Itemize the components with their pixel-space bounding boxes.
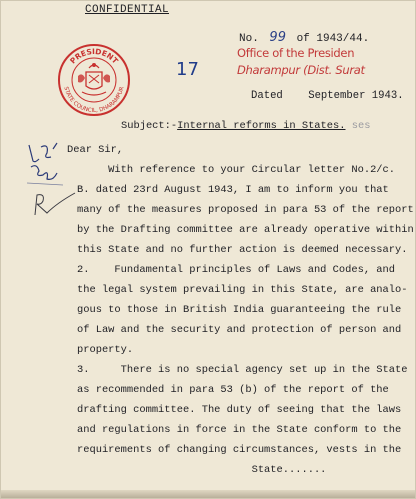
seal-bottom-text: STATE COUNCIL, DHARAMPUR — [62, 86, 126, 115]
body-line-5: this State and no further action is deemed necessary. — [77, 244, 408, 256]
subject-text: Internal reforms in States. — [177, 120, 346, 132]
body-line-10: property. — [77, 344, 134, 356]
body-line-14: and regulations in force in the State conform to the — [77, 424, 402, 436]
reference-number-handwritten: 99 — [269, 30, 286, 45]
body-line-11: 3. There is no special agency set up in the State — [77, 364, 408, 376]
signature-icon — [23, 139, 67, 189]
no-label: No. — [239, 33, 259, 45]
body-line-8: gous to those in British India guaranteeing the rule — [77, 304, 402, 316]
location-stamp-line: Dharampur (Dist. Surat — [237, 63, 365, 77]
reference-number-line — [239, 32, 369, 45]
subject-label: Subject:- — [121, 120, 178, 132]
body-line-6: 2. Fundamental principles of Laws and Codes, and — [77, 264, 396, 276]
office-stamp-line: Office of the Presiden — [237, 46, 355, 60]
body-line-16: State....... — [77, 464, 327, 476]
body-line-4: by the Drafting committee are already operative within — [77, 224, 414, 236]
seal-icon — [56, 42, 132, 118]
initial-icon — [31, 189, 81, 219]
body-line-1: With reference to your Circular letter No.2/c. — [77, 164, 396, 176]
subject-overtyped: ses — [351, 120, 371, 132]
svg-text:STATE COUNCIL, DHARAMPUR — [62, 86, 125, 114]
date-line: Dated September 1943. — [251, 90, 404, 102]
page-bottom-edge — [1, 490, 415, 498]
subject-line — [121, 120, 370, 132]
margin-signature-scribble — [23, 139, 67, 194]
president-seal-stamp — [56, 42, 132, 118]
body-line-2: B. dated 23rd August 1943, I am to inform you that — [77, 184, 389, 196]
confidential-heading: CONFIDENTIAL — [85, 4, 170, 16]
reference-year: of 1943/44. — [296, 33, 370, 45]
body-line-3: many of the measures proposed in para 53 of the report — [77, 204, 414, 216]
body-line-9: of Law and the security and protection of person and — [77, 324, 402, 336]
body-line-13: drafting committee. The duty of seeing that the laws — [77, 404, 402, 416]
margin-handwritten-number: 17 — [176, 59, 199, 80]
body-line-7: the legal system prevailing in this State, are analo- — [77, 284, 408, 296]
salutation: Dear Sir, — [67, 144, 124, 156]
seal-top-text: PRESIDENT — [68, 46, 120, 66]
margin-initial-scribble — [31, 189, 81, 224]
body-line-12: as recommended in para 53 (b) of the report of the — [77, 384, 389, 396]
body-line-15: requirements of changing circumstances, vests in the — [77, 444, 402, 456]
